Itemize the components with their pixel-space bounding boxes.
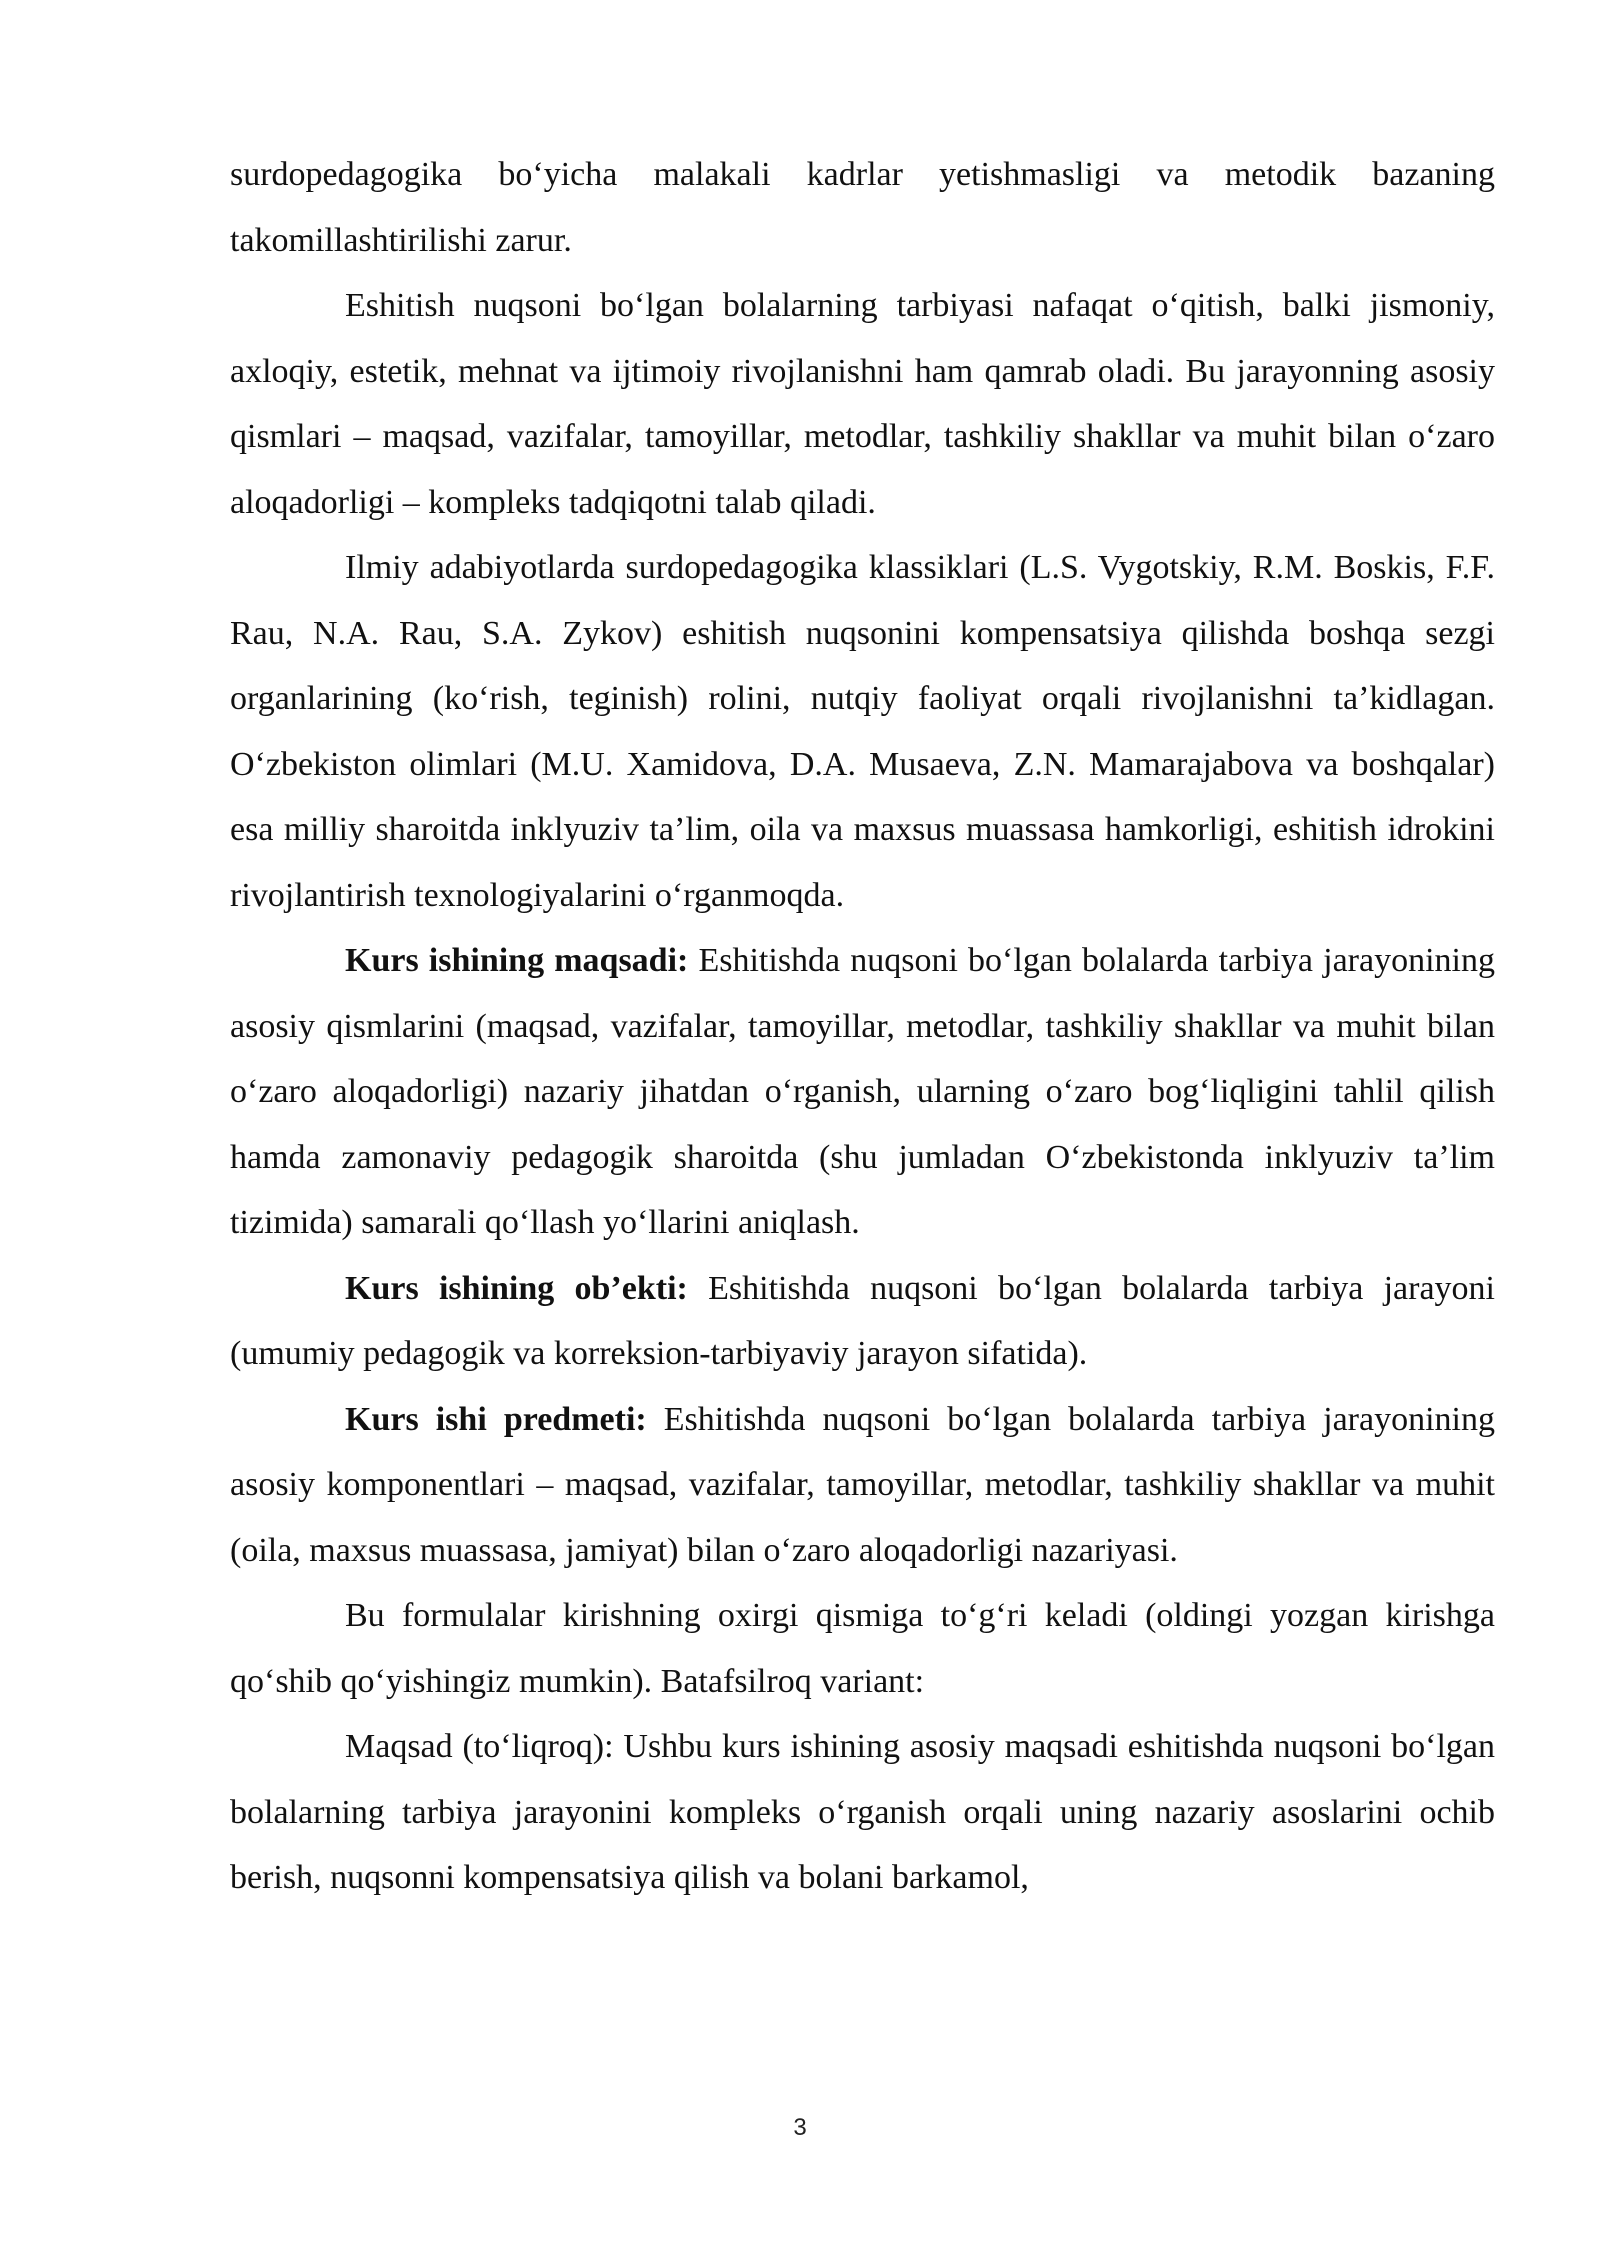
paragraph-text: Eshitishda nuqsoni bo‘lgan bolalarda tarbiya jarayonining asosiy qismlarini (maqsad, vazifalar, tamoyillar, metodlar, tashkiliy shakllar va muhit bilan o‘zaro aloqadorligi) nazariy jihatdan o‘rganish, ularning o‘zaro bog‘liqligini tahlil qilish hamda zamonaviy pedagogik sharoitda (shu jumladan O‘zbekistonda inklyuziv ta’lim tizimida) samarali qo‘llash yo‘llarini aniqlash.: [230, 942, 1495, 1241]
paragraph-text: Eshitish nuqsoni bo‘lgan bolalarning tarbiyasi nafaqat o‘qitish, balki jismoniy, axloqiy, estetik, mehnat va ijtimoiy rivojlanishni ham qamrab oladi. Bu jarayonning asosiy qismlari – maqsad, vazifalar, tamoyillar, metodlar, tashkiliy shakllar va muhit bilan o‘zaro aloqadorligi – kompleks tadqiqotni talab qiladi.: [230, 287, 1495, 521]
document-body: [230, 142, 1495, 1911]
paragraph-course-goal: [230, 928, 1495, 1256]
paragraph-text: Maqsad (to‘liqroq): Ushbu kurs ishining asosiy maqsadi eshitishda nuqsoni bo‘lgan bolalarning tarbiya jarayonini kompleks o‘rganish orqali uning nazariy asoslarini ochib berish, nuqsonni kompensatsiya qilish va bolani barkamol,: [230, 1728, 1495, 1896]
paragraph-formulation-note: [230, 1583, 1495, 1714]
paragraph-literature-review: [230, 535, 1495, 928]
paragraph-detailed-goal: [230, 1714, 1495, 1911]
paragraph-upbringing-scope: [230, 273, 1495, 535]
paragraph-course-subject: [230, 1387, 1495, 1584]
page-number: 3: [793, 2114, 807, 2141]
paragraph-text: Eshitishda nuqsoni bo‘lgan bolalarda tarbiya jarayoni (umumiy pedagogik va korreksion-tarbiyaviy jarayon sifatida).: [230, 1269, 1495, 1372]
paragraph-text: Bu formulalar kirishning oxirgi qismiga to‘g‘ri keladi (oldingi yozgan kirishga qo‘shib qo‘yishingiz mumkin). Batafsilroq variant:: [230, 1597, 1495, 1700]
paragraph-lead-heading: Kurs ishi predmeti:: [345, 1400, 647, 1438]
paragraph-text: surdopedagogika bo‘yicha malakali kadrlar yetishmasligi va metodik bazaning takomillashtirilishi zarur.: [230, 156, 1495, 259]
paragraph-course-object: [230, 1256, 1495, 1387]
paragraph-text: Ilmiy adabiyotlarda surdopedagogika klassiklari (L.S. Vygotskiy, R.M. Boskis, F.F. Rau, N.A. Rau, S.A. Zykov) eshitish nuqsonini kompensatsiya qilishda boshqa sezgi organlarining (ko‘rish, teginish) rolini, nutqiy faoliyat orqali rivojlanishni ta’kidlagan. O‘zbekiston olimlari (M.U. Xamidova, D.A. Musaeva, Z.N. Mamarajabova va boshqalar) esa milliy sharoitda inklyuziv ta’lim, oila va maxsus muassasa hamkorligi, eshitish idrokini rivojlantirish texnologiyalarini o‘rganmoqda.: [230, 549, 1495, 914]
paragraph-continuation: [230, 142, 1495, 273]
paragraph-lead-heading: Kurs ishining ob’ekti:: [345, 1269, 688, 1307]
paragraph-lead-heading: Kurs ishining maqsadi:: [345, 942, 689, 979]
paragraph-text: Eshitishda nuqsoni bo‘lgan bolalarda tarbiya jarayonining asosiy komponentlari – maqsad, vazifalar, tamoyillar, metodlar, tashkiliy shakllar va muhit (oila, maxsus muassasa, jamiyat) bilan o‘zaro aloqadorligi nazariyasi.: [230, 1400, 1495, 1569]
